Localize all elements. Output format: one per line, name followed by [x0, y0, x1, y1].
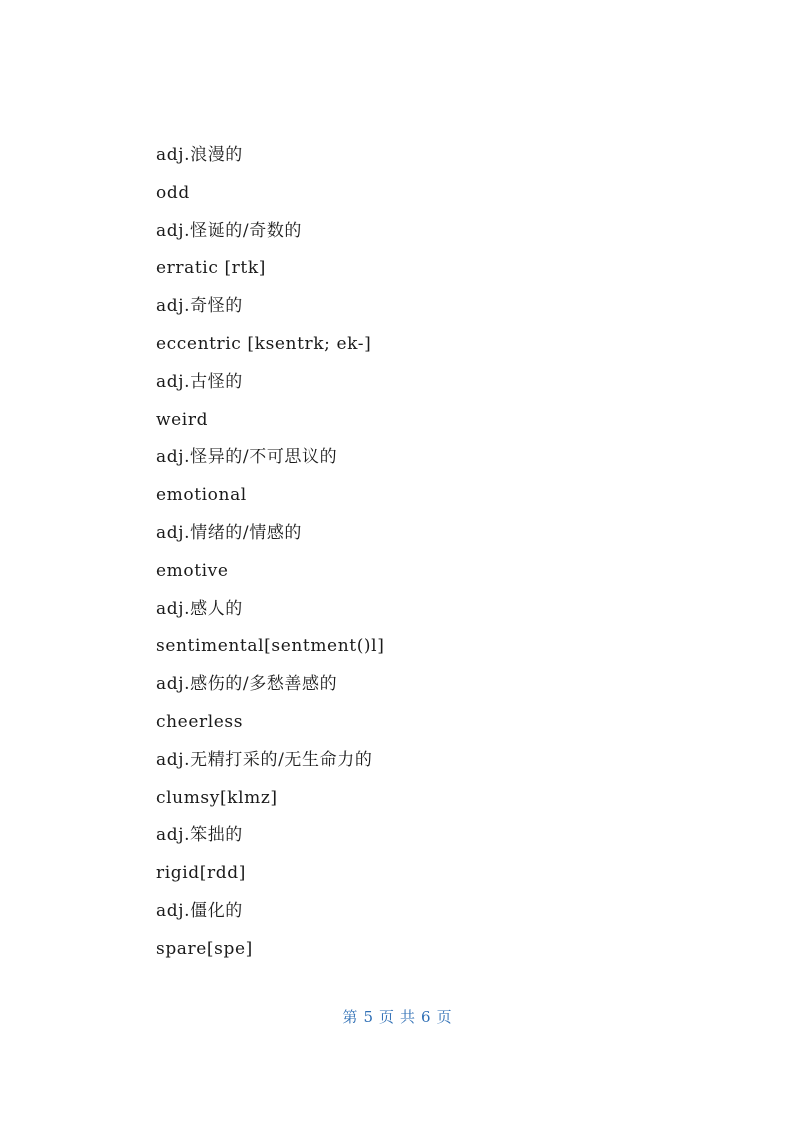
current-page-number: 5	[363, 1008, 373, 1026]
total-pages-number: 6	[421, 1008, 431, 1026]
footer-prefix: 第	[342, 1008, 358, 1026]
vocab-line: weird	[156, 409, 209, 430]
vocab-line: emotional	[156, 485, 247, 506]
vocab-line: rigid[rdd]	[156, 863, 246, 884]
vocab-line: adj.僵化的	[156, 900, 243, 921]
footer-page-word: 页	[378, 1008, 394, 1026]
vocab-line: clumsy[klmz]	[156, 787, 278, 808]
vocab-line: spare[spe]	[156, 938, 253, 959]
footer-total-word: 共	[400, 1008, 416, 1026]
vocab-line: adj.浪漫的	[156, 145, 243, 165]
vocab-line: adj.感伤的/多愁善感的	[156, 674, 338, 695]
page-footer	[0, 1006, 794, 1027]
vocab-line: eccentric [ksentrk; ek-]	[156, 333, 372, 354]
vocab-line: emotive	[156, 560, 229, 581]
vocab-line: adj.笨拙的	[156, 825, 243, 846]
vocab-line: erratic [rtk]	[156, 258, 266, 279]
vocabulary-list	[156, 140, 716, 972]
vocab-line: adj.奇怪的	[156, 296, 243, 317]
vocab-line: odd	[156, 182, 190, 203]
footer-suffix: 页	[436, 1008, 452, 1026]
vocab-line: adj.怪异的/不可思议的	[156, 447, 338, 468]
vocab-line: cheerless	[156, 711, 244, 732]
vocab-line: adj.怪诞的/奇数的	[156, 220, 303, 241]
vocab-line: sentimental[sentment()l]	[156, 636, 385, 657]
vocab-line: adj.无精打采的/无生命力的	[156, 749, 373, 770]
vocab-line: adj.感人的	[156, 598, 243, 619]
vocab-line: adj.情绪的/情感的	[156, 522, 303, 543]
vocab-line: adj.古怪的	[156, 371, 243, 392]
